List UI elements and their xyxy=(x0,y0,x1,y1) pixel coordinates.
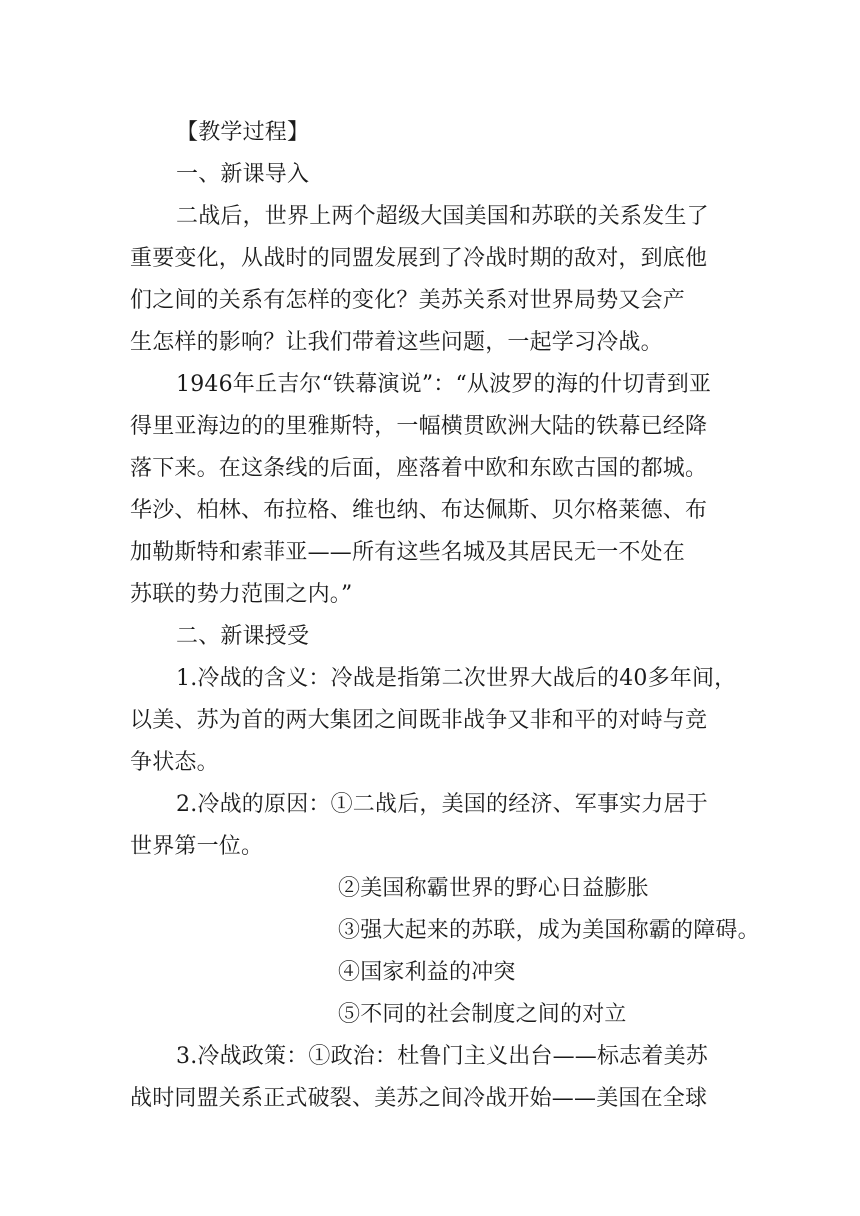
text-line: 生怎样的影响？让我们带着这些问题，一起学习冷战。 xyxy=(130,330,663,355)
text-line: 加勒斯特和索菲亚——所有这些名城及其居民无一不处在 xyxy=(130,540,686,565)
text-line: 1946年丘吉尔“铁幕演说”：“从波罗的海的什切青到亚 xyxy=(176,372,712,397)
text-line: 战时同盟关系正式破裂、美苏之间冷战开始——美国在全球 xyxy=(130,1086,708,1111)
text-line: 争状态。 xyxy=(130,750,219,775)
text-line: 以美、苏为首的两大集团之间既非战争又非和平的对峙与竞 xyxy=(130,708,708,733)
text-line: 【教学过程】 xyxy=(176,120,310,145)
text-line: 世界第一位。 xyxy=(130,834,264,859)
text-line: 二、新课授受 xyxy=(176,624,310,649)
text-line: 一、新课导入 xyxy=(176,162,310,187)
text-line: 3.冷战政策：①政治：杜鲁门主义出台——标志着美苏 xyxy=(176,1044,708,1069)
document-body xyxy=(130,112,760,1120)
text-line: 落下来。在这条线的后面，座落着中欧和东欧古国的都城。 xyxy=(130,456,708,481)
text-line: 华沙、柏林、布拉格、维也纳、布达佩斯、贝尔格莱德、布 xyxy=(130,498,708,523)
text-line: 苏联的势力范围之内。” xyxy=(130,582,353,607)
text-line: 重要变化，从战时的同盟发展到了冷战时期的敌对，到底他 xyxy=(130,246,708,271)
text-line: ④国家利益的冲突 xyxy=(338,960,516,985)
text-line: 2.冷战的原因：①二战后，美国的经济、军事实力居于 xyxy=(176,792,708,817)
text-line: ②美国称霸世界的野心日益膨胀 xyxy=(338,876,649,901)
text-line: 1.冷战的含义：冷战是指第二次世界大战后的40多年间， xyxy=(176,666,737,691)
text-line: 得里亚海边的的里雅斯特，一幅横贯欧洲大陆的铁幕已经降 xyxy=(130,414,708,439)
text-line: 二战后，世界上两个超级大国美国和苏联的关系发生了 xyxy=(176,204,709,229)
text-line: ③强大起来的苏联，成为美国称霸的障碍。 xyxy=(338,918,760,943)
text-line: ⑤不同的社会制度之间的对立 xyxy=(338,1002,627,1027)
text-line: 们之间的关系有怎样的变化？美苏关系对世界局势又会产 xyxy=(130,288,686,313)
